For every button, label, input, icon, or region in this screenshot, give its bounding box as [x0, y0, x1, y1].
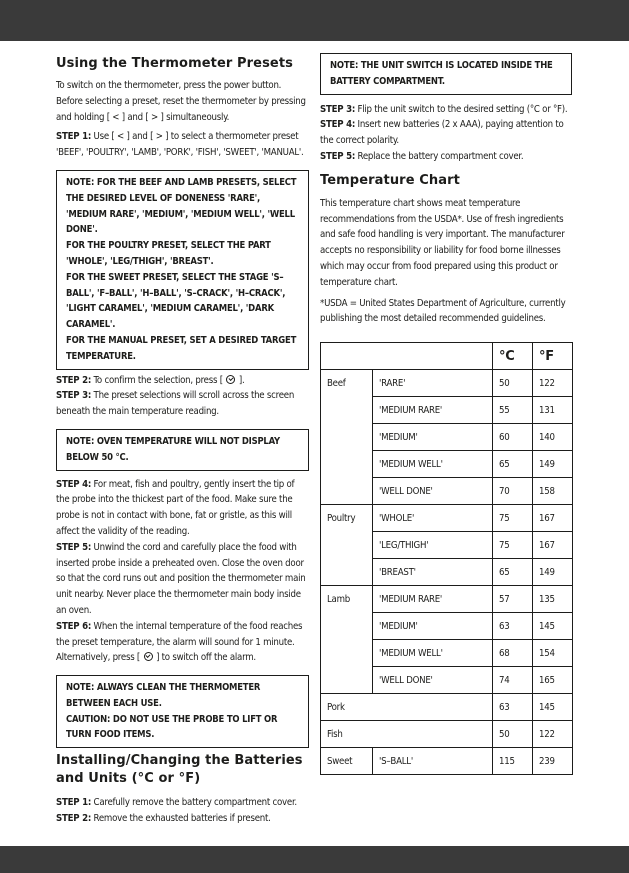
fahrenheit-cell: 131 — [533, 397, 573, 424]
fahrenheit-cell: 239 — [533, 748, 573, 775]
table-row — [321, 532, 573, 559]
step-text: Replace the battery compartment cover. — [357, 150, 524, 162]
left-column — [56, 55, 309, 827]
fahrenheit-cell: 167 — [533, 532, 573, 559]
table-row — [321, 451, 573, 478]
presets-step-1 — [56, 129, 309, 161]
food-cell: Beef — [321, 370, 373, 397]
food-cell — [321, 397, 373, 424]
celsius-cell: 74 — [493, 667, 533, 694]
step-text: When the internal temperature of the food reaches the preset temperature, the alarm will sound for 1 minute. Alternatively, press [ — [56, 620, 303, 664]
fahrenheit-cell: 145 — [533, 613, 573, 640]
stage-cell: 'MEDIUM WELL' — [373, 640, 493, 667]
table-row — [321, 370, 573, 397]
table-row — [321, 748, 573, 775]
step-label: STEP 5: — [56, 541, 92, 553]
food-cell — [321, 478, 373, 505]
presets-step-6 — [56, 619, 309, 666]
step-label: STEP 2: — [56, 813, 92, 825]
batteries-step-3 — [320, 102, 572, 118]
temperature-table — [320, 342, 573, 775]
step-label: STEP 4: — [56, 478, 92, 490]
food-cell: Fish — [321, 721, 373, 748]
step-text: Carefully remove the battery compartment cover. — [93, 797, 297, 809]
header-cell-fahrenheit: °F — [533, 343, 573, 370]
header-bar — [0, 0, 629, 41]
stage-cell: 'WELL DONE' — [373, 667, 493, 694]
table-row — [321, 586, 573, 613]
presets-heading: Using the Thermometer Presets — [56, 56, 293, 71]
header-cell-celsius: °C — [493, 343, 533, 370]
confirm-icon — [144, 652, 153, 661]
batteries-step-5 — [320, 149, 572, 165]
celsius-cell: 50 — [493, 370, 533, 397]
confirm-icon — [226, 375, 235, 384]
temperature-table-body — [321, 343, 573, 775]
note-line: NOTE: ALWAYS CLEAN THE THERMOMETER BETWEEN EACH USE. — [66, 682, 261, 709]
food-cell — [321, 424, 373, 451]
oven-note-box — [56, 429, 309, 471]
step-label: STEP 3: — [320, 103, 356, 115]
stage-cell: 'MEDIUM RARE' — [373, 586, 493, 613]
note-line: NOTE: FOR THE BEEF AND LAMB PRESETS, SELECT THE DESIRED LEVEL OF DONENESS 'RARE', 'MEDIUM RARE', 'MEDIUM', 'MEDIUM WELL', 'WELL DONE'. — [66, 176, 297, 236]
presets-step-4 — [56, 477, 309, 540]
presets-step-2 — [56, 373, 309, 389]
food-cell — [321, 559, 373, 586]
table-header-row — [321, 343, 573, 370]
right-column — [320, 55, 572, 775]
step-label: STEP 2: — [56, 374, 92, 386]
note-line: FOR THE MANUAL PRESET, SET A DESIRED TARGET TEMPERATURE. — [66, 334, 297, 362]
table-row — [321, 721, 573, 748]
celsius-cell: 115 — [493, 748, 533, 775]
batteries-step-1 — [56, 795, 309, 811]
celsius-cell: 63 — [493, 613, 533, 640]
step-text: ] to switch off the alarm. — [156, 652, 256, 664]
step-text: To confirm the selection, press [ — [93, 374, 223, 386]
fahrenheit-cell: 140 — [533, 424, 573, 451]
fahrenheit-cell: 167 — [533, 505, 573, 532]
presets-step-5 — [56, 540, 309, 619]
celsius-cell: 70 — [493, 478, 533, 505]
stage-cell: 'MEDIUM' — [373, 613, 493, 640]
note-text: NOTE: OVEN TEMPERATURE WILL NOT DISPLAY BELOW 50 °C. — [66, 435, 280, 463]
note-line: CAUTION: DO NOT USE THE PROBE TO LIFT OR TURN FOOD ITEMS. — [66, 713, 278, 741]
step-text: Flip the unit switch to the desired setting (°C or °F). — [357, 103, 568, 115]
stage-cell: 'MEDIUM' — [373, 424, 493, 451]
fahrenheit-cell: 149 — [533, 451, 573, 478]
food-cell — [321, 613, 373, 640]
food-cell: Lamb — [321, 586, 373, 613]
unit-switch-note-box — [320, 53, 572, 95]
fahrenheit-cell: 149 — [533, 559, 573, 586]
chart-heading: Temperature Chart — [320, 172, 460, 188]
food-cell: Poultry — [321, 505, 373, 532]
cleaning-note-box — [56, 675, 309, 748]
chart-footnote: *USDA = United States Department of Agriculture, currently publishing the most detailed recommended guidelines. — [320, 297, 566, 325]
step-text: The preset selections will scroll across the screen beneath the main temperature reading. — [56, 390, 295, 418]
celsius-cell: 50 — [493, 721, 533, 748]
batteries-step-4 — [320, 117, 572, 149]
fahrenheit-cell: 165 — [533, 667, 573, 694]
footer-bar — [0, 846, 629, 873]
note-line: FOR THE POULTRY PRESET, SELECT THE PART 'WHOLE', 'LEG/THIGH', 'BREAST'. — [66, 240, 271, 267]
celsius-cell: 57 — [493, 586, 533, 613]
note-line: FOR THE SWEET PRESET, SELECT THE STAGE 'S–BALL', 'F–BALL', 'H–BALL', 'S–CRACK', 'H–CRACK', 'LIGHT CARAMEL', 'MEDIUM CARAMEL', 'DARK CARAMEL'. — [66, 271, 286, 331]
presets-intro: To switch on the thermometer, press the power button. Before selecting a preset, reset the thermometer by pressing and holding [ < ] and [ > ] simultaneously. — [56, 80, 306, 123]
celsius-cell: 63 — [493, 694, 533, 721]
stage-cell — [373, 721, 493, 748]
fahrenheit-cell: 122 — [533, 370, 573, 397]
fahrenheit-cell: 135 — [533, 586, 573, 613]
header-cell-empty — [373, 343, 493, 370]
food-cell — [321, 451, 373, 478]
food-cell — [321, 667, 373, 694]
presets-step-3 — [56, 388, 309, 420]
chart-intro: This temperature chart shows meat temperature recommendations from the USDA*. Use of fresh ingredients and safe food handling is very important. The manufacturer accepts no responsibility or liability for food borne illnesses which may occur from food prepared using this product or temperature chart. — [320, 197, 565, 288]
celsius-cell: 75 — [493, 532, 533, 559]
stage-cell: 'MEDIUM RARE' — [373, 397, 493, 424]
food-cell: Pork — [321, 694, 373, 721]
stage-cell: 'WHOLE' — [373, 505, 493, 532]
step-label: STEP 5: — [320, 150, 356, 162]
stage-cell: 'BREAST' — [373, 559, 493, 586]
note-text: NOTE: THE UNIT SWITCH IS LOCATED INSIDE THE BATTERY COMPARTMENT. — [330, 60, 553, 87]
table-row — [321, 667, 573, 694]
table-row — [321, 397, 573, 424]
fahrenheit-cell: 158 — [533, 478, 573, 505]
food-cell: Sweet — [321, 748, 373, 775]
step-text: Unwind the cord and carefully place the food with inserted probe inside a preheated oven. Close the oven door so that the cord runs out and position the thermometer main unit nearby. Never place the thermometer main body inside an oven. — [56, 541, 306, 616]
stage-cell — [373, 694, 493, 721]
header-cell-empty — [321, 343, 373, 370]
step-label: STEP 4: — [320, 119, 356, 131]
step-text: Remove the exhausted batteries if present. — [93, 813, 271, 825]
table-row — [321, 613, 573, 640]
step-label: STEP 3: — [56, 390, 92, 402]
celsius-cell: 60 — [493, 424, 533, 451]
stage-cell: 'LEG/THIGH' — [373, 532, 493, 559]
step-label: STEP 1: — [56, 797, 92, 809]
food-cell — [321, 640, 373, 667]
fahrenheit-cell: 154 — [533, 640, 573, 667]
step-text: Insert new batteries (2 x AAA), paying attention to the correct polarity. — [320, 119, 564, 147]
presets-note-box — [56, 170, 309, 370]
batteries-step-2 — [56, 811, 309, 827]
table-row — [321, 559, 573, 586]
batteries-heading: Installing/Changing the Batteries and Units (°C or °F) — [56, 753, 303, 787]
stage-cell: 'S–BALL' — [373, 748, 493, 775]
fahrenheit-cell: 122 — [533, 721, 573, 748]
step-label: STEP 6: — [56, 620, 92, 632]
fahrenheit-cell: 145 — [533, 694, 573, 721]
food-cell — [321, 532, 373, 559]
stage-cell: 'WELL DONE' — [373, 478, 493, 505]
table-row — [321, 505, 573, 532]
celsius-cell: 55 — [493, 397, 533, 424]
step-text: Use [ < ] and [ > ] to select a thermometer preset 'BEEF', 'POULTRY', 'LAMB', 'PORK', 'FISH', 'SWEET', 'MANUAL'. — [56, 131, 304, 159]
celsius-cell: 68 — [493, 640, 533, 667]
table-row — [321, 694, 573, 721]
stage-cell: 'MEDIUM WELL' — [373, 451, 493, 478]
table-row — [321, 424, 573, 451]
celsius-cell: 65 — [493, 451, 533, 478]
step-label: STEP 1: — [56, 131, 92, 143]
stage-cell: 'RARE' — [373, 370, 493, 397]
table-row — [321, 478, 573, 505]
step-text: For meat, fish and poultry, gently insert the tip of the probe into the thickest part of the food. Make sure the probe is not in contact with bone, fat or gristle, as this will affect the validity of the reading. — [56, 478, 295, 537]
celsius-cell: 75 — [493, 505, 533, 532]
celsius-cell: 65 — [493, 559, 533, 586]
table-row — [321, 640, 573, 667]
step-text: ]. — [238, 374, 245, 386]
